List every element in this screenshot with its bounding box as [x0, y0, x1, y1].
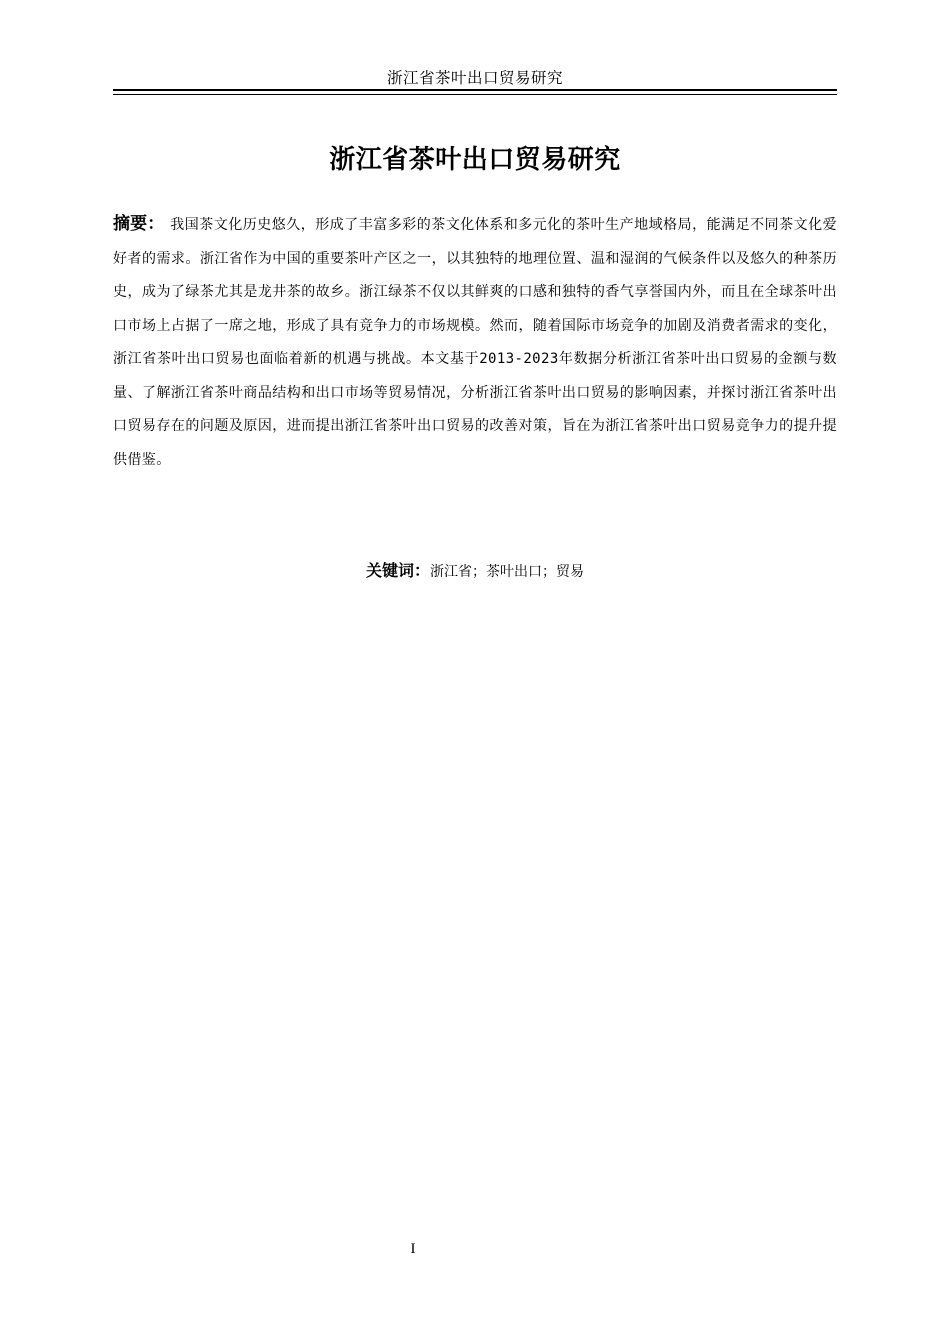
header-rule-thin: [113, 94, 837, 95]
running-header: 浙江省茶叶出口贸易研究: [386, 69, 563, 87]
page-number: I: [410, 1241, 416, 1257]
abstract-label: 摘要：: [113, 214, 165, 234]
keywords-line: [113, 556, 837, 587]
abstract-paragraph: [113, 208, 837, 477]
header-rule-thick: [113, 89, 837, 91]
keywords-label: 关键词：: [365, 561, 430, 580]
abstract-text: 我国茶文化历史悠久，形成了丰富多彩的茶文化体系和多元化的茶叶生产地域格局，能满足不同茶文化爱好者的需求。浙江省作为中国的重要茶叶产区之一，以其独特的地理位置、温和湿润的气候条件以及悠久的种茶历史，成为了绿茶尤其是龙井茶的故乡。浙江绿茶不仅以其鲜爽的口感和独特的香气享誉国内外，而且在全球茶叶出口市场上占据了一席之地，形成了具有竞争力的市场规模。然而，随着国际市场竞争的加剧及消费者需求的变化，浙江省茶叶出口贸易也面临着新的机遇与挑战。本文基于2013-2023年数据分析浙江省茶叶出口贸易的金额与数量、了解浙江省茶叶商品结构和出口市场等贸易情况，分析浙江省茶叶出口贸易的影响因素，并探讨浙江省茶叶出口贸易存在的问题及原因，进而提出浙江省茶叶出口贸易的改善对策，旨在为浙江省茶叶出口贸易竞争力的提升提供借鉴。: [113, 217, 838, 468]
document-title: 浙江省茶叶出口贸易研究: [329, 145, 621, 175]
keywords-text: 浙江省；茶叶出口；贸易: [430, 564, 584, 580]
